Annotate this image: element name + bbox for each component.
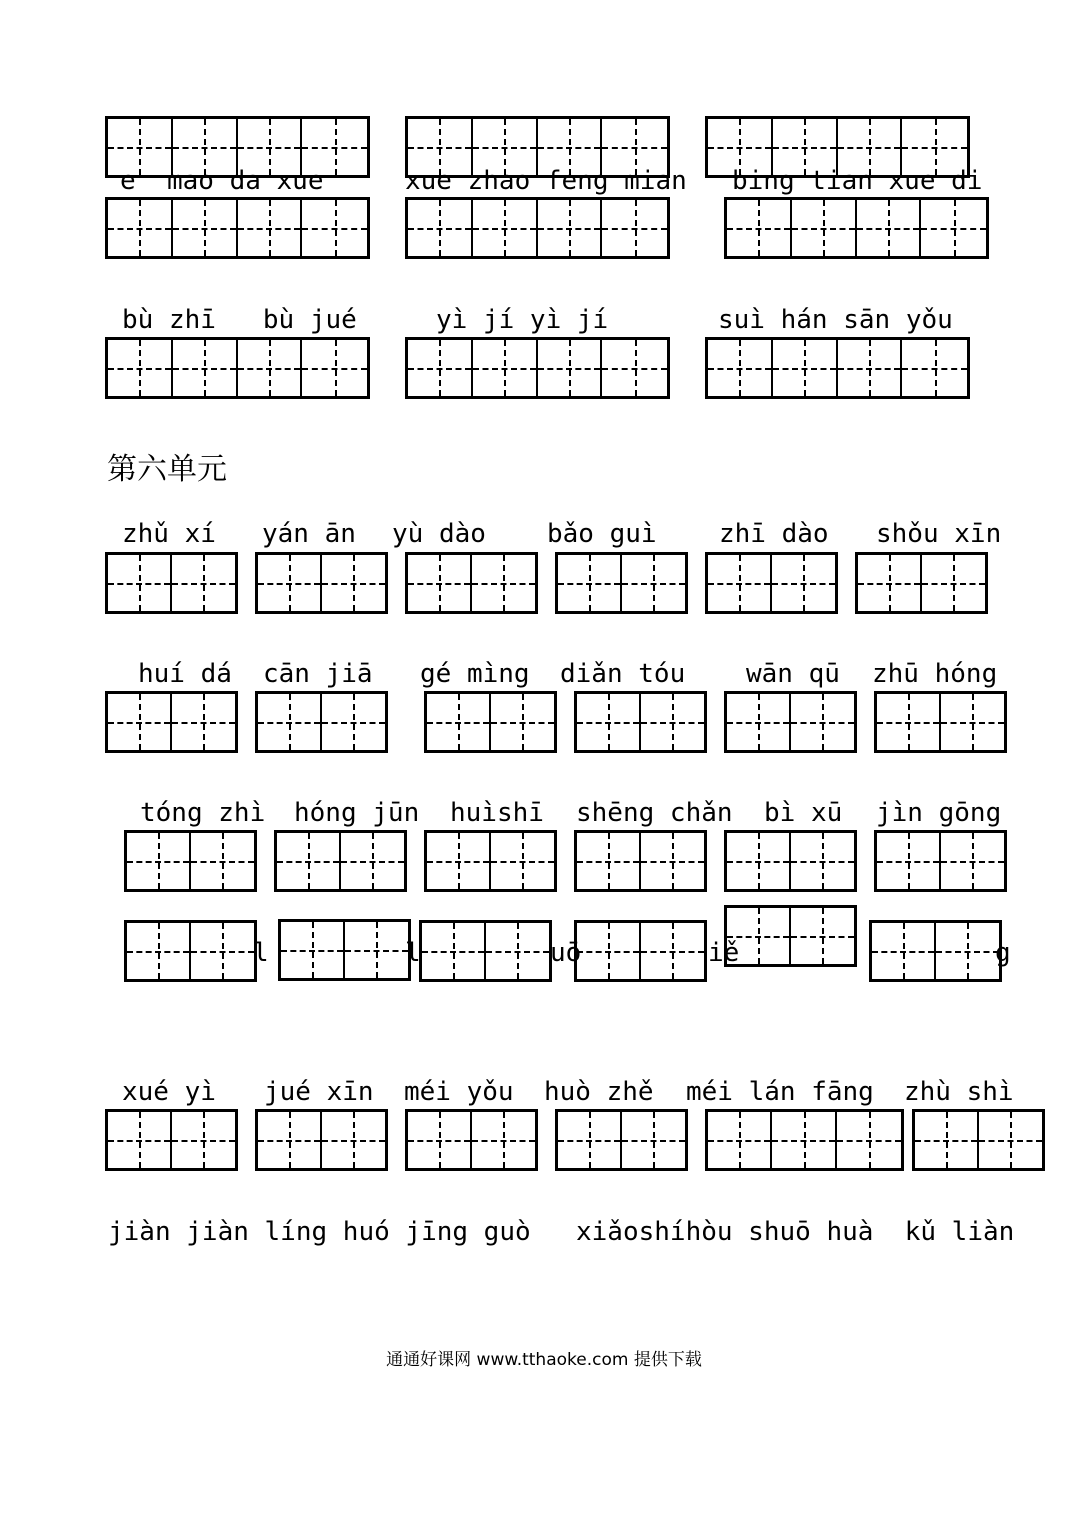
writing-grid-4 — [724, 197, 989, 259]
writing-grid-2 — [255, 552, 388, 614]
writing-grid-2 — [574, 920, 707, 982]
writing-grid-2 — [255, 691, 388, 753]
pinyin-label: diǎn tóu — [560, 659, 686, 689]
pinyin-label: jìn gōng — [876, 798, 1002, 828]
writing-grid-2 — [869, 920, 1002, 982]
writing-grid-2 — [424, 691, 557, 753]
writing-grid-2 — [105, 552, 238, 614]
pinyin-label: xiǎoshíhòu shuō huà kǔ liàn — [576, 1217, 1015, 1247]
writing-grid-4 — [405, 337, 670, 399]
writing-grid-2 — [574, 830, 707, 892]
pinyin-partial: e mao da xue — [120, 166, 324, 196]
writing-grid-2 — [405, 552, 538, 614]
pinyin-label: zhǔ xí — [122, 519, 216, 549]
writing-grid-4 — [405, 197, 670, 259]
writing-grid-2 — [724, 830, 857, 892]
writing-grid-2 — [724, 691, 857, 753]
pinyin-fragment: uō — [550, 938, 582, 968]
pinyin-label: suì hán sān yǒu — [718, 305, 953, 335]
writing-grid-3 — [705, 1109, 904, 1171]
pinyin-label: bù zhī bù jué — [122, 305, 357, 335]
writing-grid-2 — [705, 552, 838, 614]
pinyin-label: huìshī — [450, 798, 544, 828]
writing-grid-2 — [855, 552, 988, 614]
writing-grid-4 — [105, 337, 370, 399]
writing-grid-2 — [278, 919, 411, 981]
pinyin-label: tóng zhì — [140, 798, 266, 828]
writing-grid-2 — [424, 830, 557, 892]
pinyin-label: shǒu xīn — [876, 519, 1002, 549]
writing-grid-2 — [419, 920, 552, 982]
writing-grid-2 — [124, 830, 257, 892]
pinyin-label: shēng chǎn — [576, 798, 733, 828]
pinyin-label: hóng jūn — [294, 798, 420, 828]
writing-grid-2 — [555, 552, 688, 614]
unit-title: 第六单元 — [107, 452, 227, 487]
pinyin-label: bǎo guì — [547, 519, 657, 549]
pinyin-label: yì jí yì jí — [436, 305, 609, 335]
writing-grid-4 — [705, 337, 970, 399]
pinyin-label: méi lán fāng — [686, 1077, 874, 1107]
pinyin-label: cān jiā — [263, 659, 373, 689]
pinyin-fragment: iě — [708, 938, 740, 968]
writing-grid-2 — [255, 1109, 388, 1171]
writing-grid-2 — [555, 1109, 688, 1171]
writing-grid-2 — [912, 1109, 1045, 1171]
pinyin-fragment: l — [405, 938, 421, 968]
writing-grid-2 — [574, 691, 707, 753]
pinyin-label: bì xū — [764, 798, 843, 828]
pinyin-partial: bing tian xue di — [732, 166, 983, 196]
writing-grid-2 — [874, 691, 1007, 753]
pinyin-label: zhù shì — [904, 1077, 1014, 1107]
footer-credit: 通通好课网 www.tthaoke.com 提供下载 — [386, 1350, 702, 1370]
pinyin-label: huí dá — [138, 659, 232, 689]
pinyin-label: zhū hóng — [872, 659, 998, 689]
pinyin-label: yán ān — [262, 519, 356, 549]
pinyin-label: gé mìng — [420, 659, 530, 689]
writing-grid-4 — [105, 197, 370, 259]
pinyin-label: jué xīn — [264, 1077, 374, 1107]
pinyin-label: wān qū — [746, 659, 840, 689]
writing-grid-2 — [105, 691, 238, 753]
writing-grid-2 — [405, 1109, 538, 1171]
writing-grid-2 — [724, 905, 857, 967]
writing-grid-2 — [874, 830, 1007, 892]
pinyin-fragment: l — [253, 938, 269, 968]
pinyin-partial: xue zhao feng mian — [405, 166, 687, 196]
pinyin-label: zhī dào — [719, 519, 829, 549]
writing-grid-2 — [124, 920, 257, 982]
pinyin-label: yù dào — [392, 519, 486, 549]
pinyin-label: jiàn jiàn líng huó jīng guò — [108, 1217, 531, 1247]
pinyin-label: huò zhě — [544, 1077, 654, 1107]
writing-grid-2 — [105, 1109, 238, 1171]
pinyin-label: xué yì — [122, 1077, 216, 1107]
writing-grid-2 — [274, 830, 407, 892]
pinyin-fragment: g — [995, 938, 1011, 968]
pinyin-label: méi yǒu — [404, 1077, 514, 1107]
